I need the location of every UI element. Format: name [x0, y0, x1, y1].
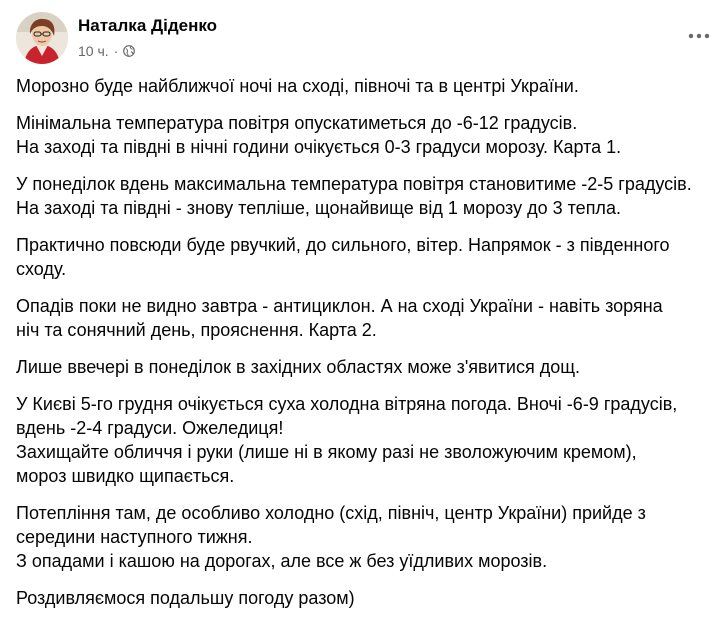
post-text-line: З опадами і кашою на дорогах, але все ж без уїдливих морозів. [16, 551, 548, 571]
post-header [16, 12, 711, 64]
avatar-image [16, 12, 68, 64]
post-paragraph [16, 355, 716, 379]
post-text-line: Роздивляємося подальшу погоду разом) [16, 588, 355, 608]
post-paragraph [16, 294, 716, 342]
post-paragraph [16, 233, 716, 281]
post-paragraph [16, 392, 716, 488]
post-paragraph [16, 74, 716, 98]
post-text-line: сходу. [16, 259, 67, 279]
post-text-line: Морозно буде найближчої ночі на сході, півночі та в центрі України. [16, 76, 579, 96]
post-paragraph [16, 501, 716, 573]
post-text-line: мороз швидко щипається. [16, 466, 235, 486]
post-text-line: Лише ввечері в понеділок в західних областях може з'явитися дощ. [16, 357, 581, 377]
post-paragraph [16, 172, 716, 220]
globe-icon[interactable] [123, 45, 135, 57]
post-text-line: середини наступного тижня. [16, 527, 253, 547]
post-text-line: ніч та сонячний день, прояснення. Карта 2. [16, 320, 377, 340]
post-text-line: Практично повсюди буде рвучкий, до сильного, вітер. Напрямок - з південного [16, 235, 670, 255]
post-paragraph [16, 111, 716, 159]
post-text-line: Захищайте обличчя і руки (лише ні в якому разі не зволожуючим кремом), [16, 442, 637, 462]
post-text-line: У понеділок вдень максимальна температура повітря становитиме -2-5 градусів. [16, 174, 692, 194]
post-text-line: На заході та півдні в нічні години очікується 0-3 градуси морозу. Карта 1. [16, 137, 622, 157]
post-text-line: Опадів поки не видно завтра - антициклон. А на сході України - навіть зоряна [16, 296, 663, 316]
post-body [16, 74, 716, 623]
meta-separator: · [113, 43, 119, 59]
author-name[interactable]: Наталка Діденко [78, 16, 218, 35]
post-text-line: У Києві 5-го грудня очікується суха холодна вітряна погода. Вночі -6-9 градусів, [16, 394, 678, 414]
post-meta [78, 43, 135, 59]
post-text-line: вдень -2-4 градуси. Ожеледиця! [16, 418, 284, 438]
post-text-line: Потепління там, де особливо холодно (схід, північ, центр України) прийде з [16, 503, 646, 523]
avatar[interactable] [16, 12, 68, 64]
post-paragraph [16, 586, 716, 610]
post-text-line: На заході та півдні - знову тепліше, щонайвище від 1 морозу до 3 тепла. [16, 198, 621, 218]
more-horizontal-icon[interactable] [687, 30, 711, 42]
post-text-line: Мінімальна температура повітря опускатиметься до -6-12 градусів. [16, 113, 578, 133]
post-timestamp[interactable]: 10 ч. [78, 43, 109, 59]
